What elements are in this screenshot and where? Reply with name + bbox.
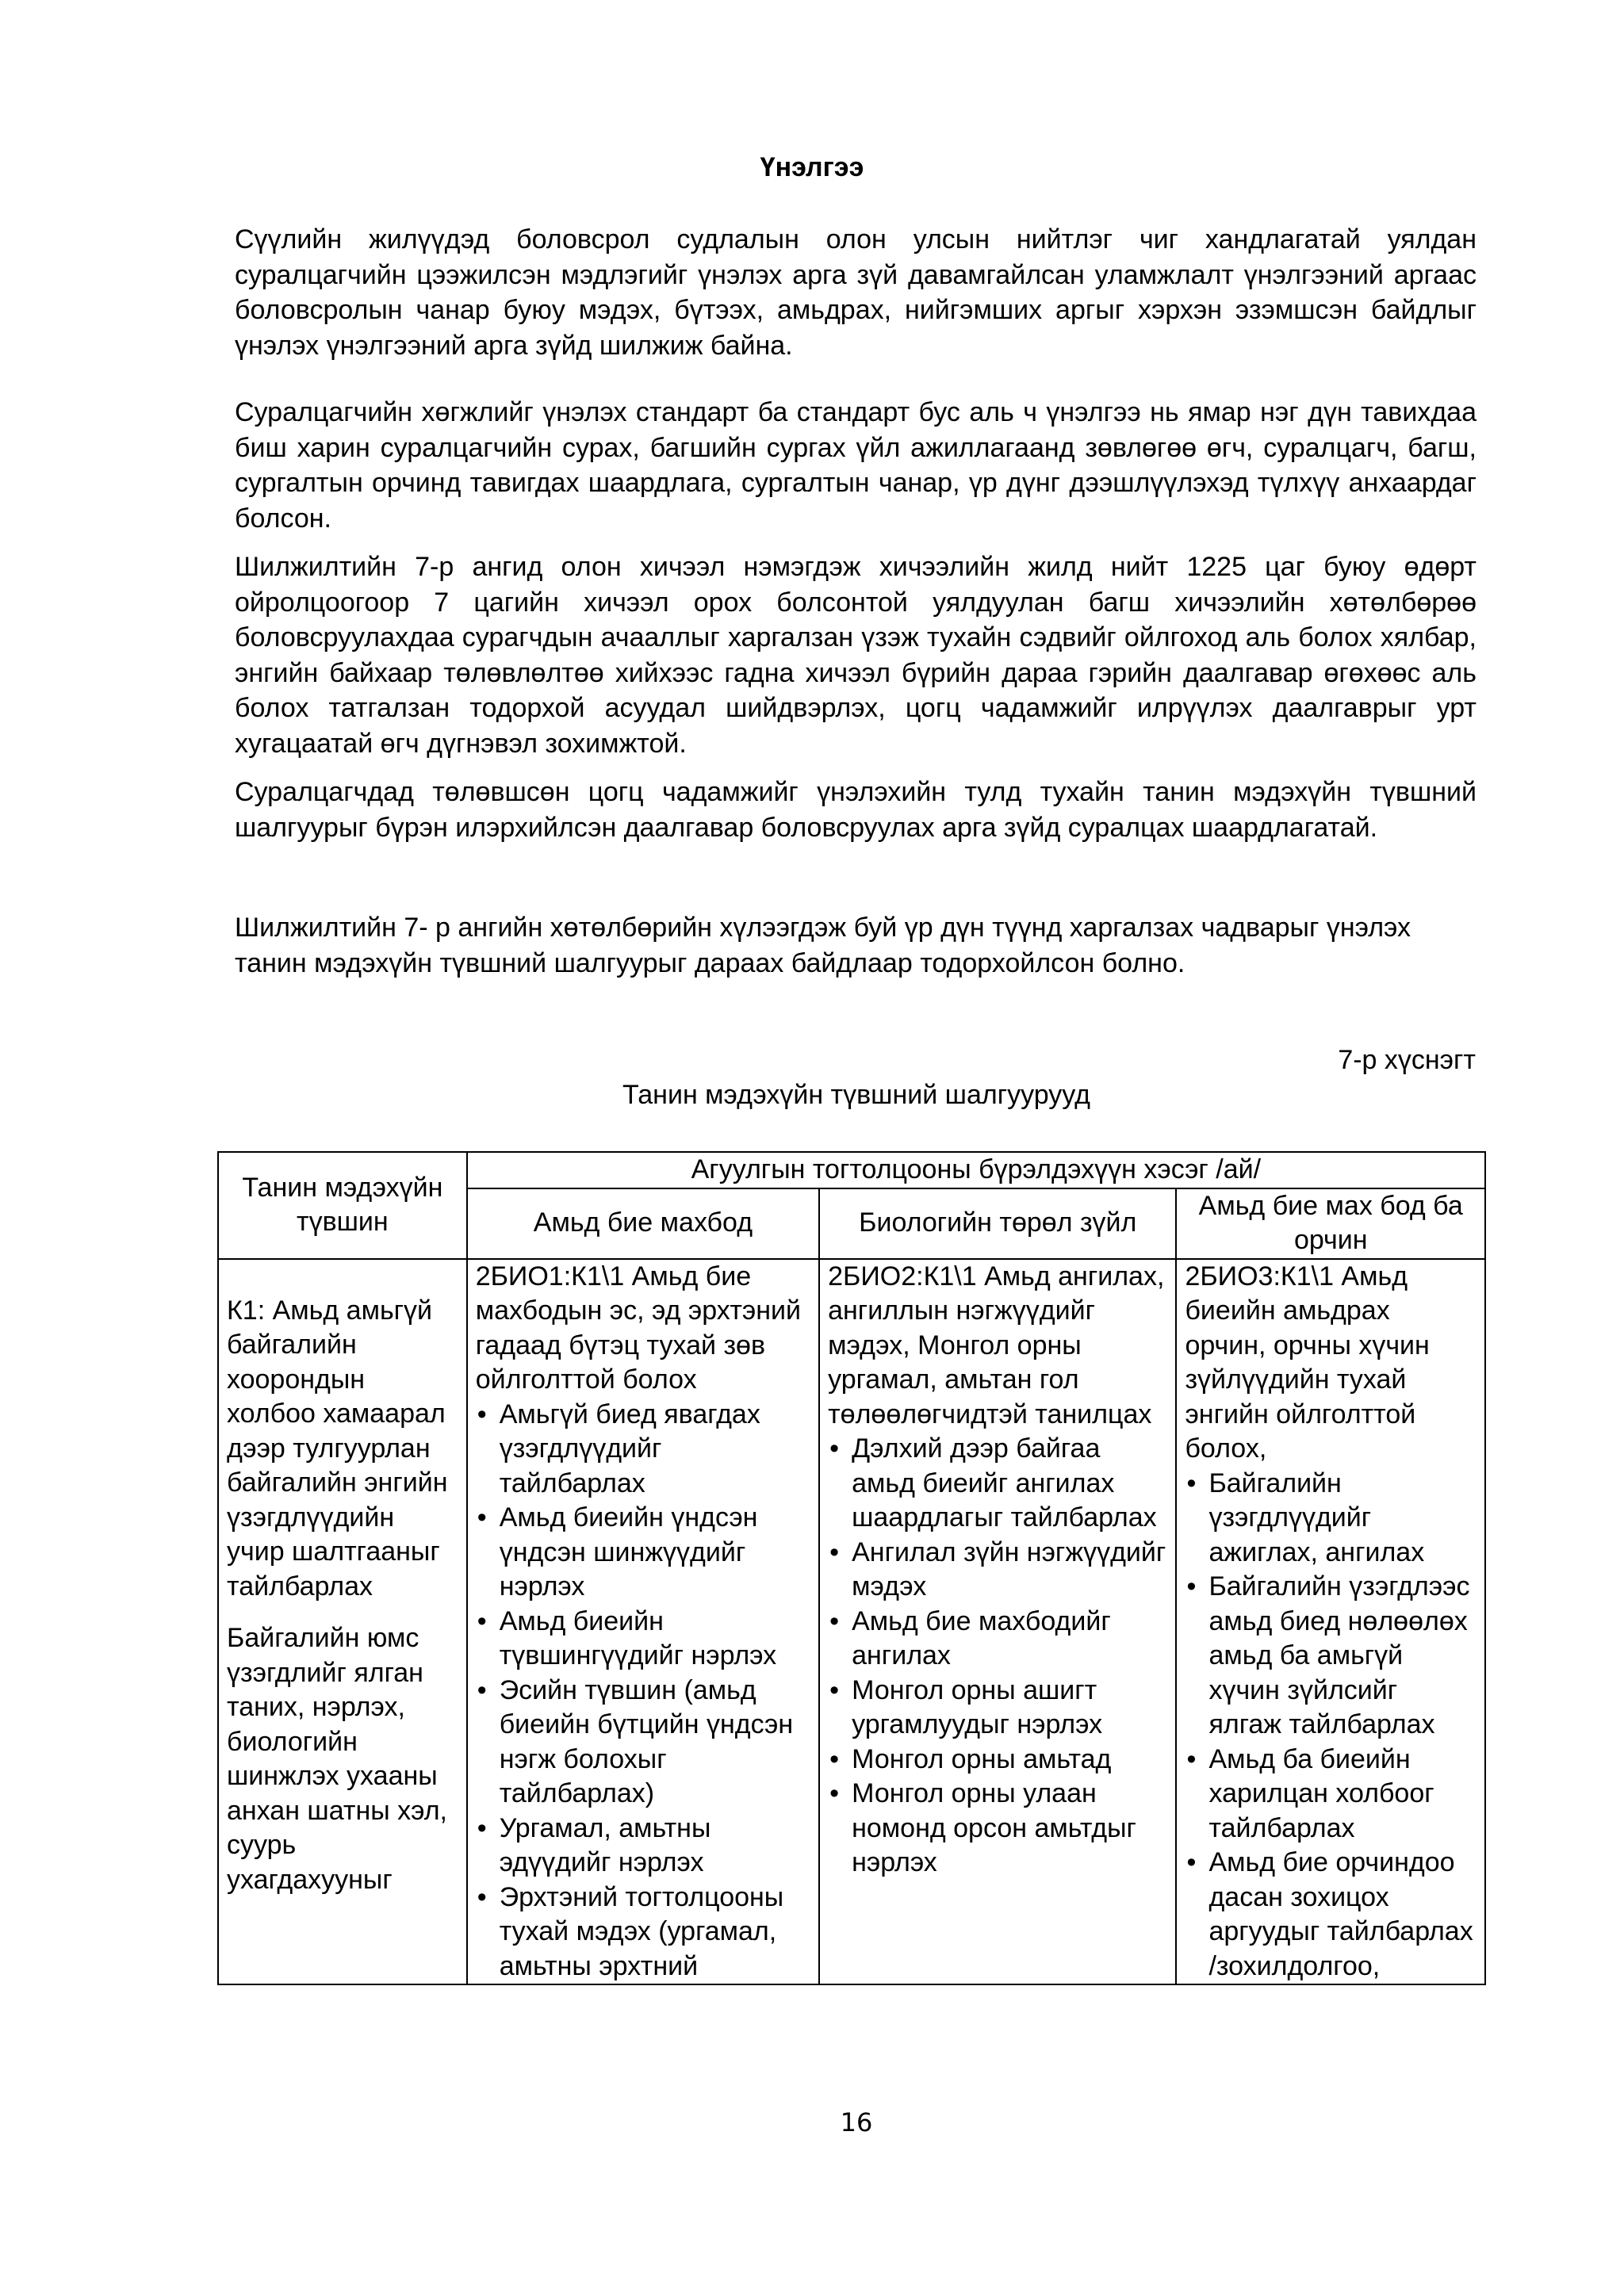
cell-2-list — [828, 1432, 1167, 1881]
paragraph-1: Сүүлийн жилүүдэд боловсрол судлалын олон улсын нийтлэг чиг хандлагатай уялдан суралцагчийн цээжилсэн мэдлэгийг үнэлэх арга зүй давамгайлсан уламжлалт үнэлгээний аргаас боловсролын чанар буюу мэдэх, бүтээх, амьдрах, нийгэмших аргыг хэрхэн эзэмшсэн байдлыг үнэлэх үнэлгээний арга зүйд шилжиж байна. — [235, 224, 1477, 361]
paragraph-5: Шилжилтийн 7- р ангийн хөтөлбөрийн хүлээгдэж буй үр дүн түүнд харгалзах чадварыг үнэлэх танин мэдэхүйн түвшний шалгуурыг дараах байдлаар тодорхойлсон болно. — [235, 913, 1411, 978]
table-caption: Танин мэдэхүйн түвшний шалгуурууд — [622, 1080, 1090, 1110]
cell-col-1 — [467, 1259, 819, 1985]
list-item: • Амьгүй биед явагдах үзэгдлүүдийг тайлбарлах — [500, 1398, 810, 1502]
group-header: Агуулгын тогтолцооны бүрэлдэхүүн хэсэг /ай/ — [467, 1152, 1485, 1188]
row-label-1: К1: Амьд амьгүй байгалийн хоорондын холбоо хамаарал дээр тулгуурлан байгалийн энгийн үзэгдлүүдийн учир шалтгааныг тайлбарлах — [227, 1295, 448, 1601]
table-row — [218, 1259, 1485, 1985]
paragraph-2: Суралцагчийн хөгжлийг үнэлэх стандарт ба стандарт бус аль ч үнэлгээ нь ямар нэг дүн тавихдаа биш харин суралцагчийн сурах, багшийн сургах үйл ажиллагаанд зөвлөгөө өгч, суралцагч, багш, сургалтын орчинд тавигдах шаардлага, сургалтын чанар, үр дүнг дээшлүүлэхэд түлхүү анхаардаг болсон. — [235, 397, 1477, 534]
list-item: • Байгалийн үзэгдлүүдийг ажиглах, ангилах — [1208, 1467, 1477, 1571]
list-item: • Ургамал, амьтны эдүүдийг нэрлэх — [500, 1812, 810, 1881]
page-title: Үнэлгээ — [760, 152, 864, 182]
corner-header: Танин мэдэхүйн түвшин — [218, 1152, 467, 1259]
cell-1-list — [476, 1398, 810, 1984]
col-header-2: Биологийн төрөл зүйл — [819, 1188, 1176, 1259]
list-item: • Дэлхий дээр байгаа амьд биеийг ангилах шаардлагыг тайлбарлах — [852, 1432, 1167, 1536]
list-item: • Эрхтэний тогтолцооны тухай мэдэх (ургамал, амьтны эрхтний — [500, 1881, 810, 1984]
row-label-2: Байгалийн юмс үзэгдлийг ялган таних, нэрлэх, биологийн шинжлэх ухааны анхан шатны хэл, суурь ухагдахууныг — [227, 1623, 447, 1895]
page-number: 16 — [840, 2107, 873, 2137]
list-item: • Монгол орны ашигт ургамлуудыг нэрлэх — [852, 1674, 1167, 1743]
paragraph-4: Суралцагчдад төлөвшсөн цогц чадамжийг үнэлэхийн тулд тухайн танин мэдэхүйн түвшний шалгуурыг бүрэн илэрхийлсэн даалгавар боловсруулах арга зүйд суралцах шаардлагатай. — [235, 777, 1477, 843]
list-item: • Эсийн түвшин (амьд биеийн бүтцийн үндсэн нэгж болохыг тайлбарлах) — [500, 1674, 810, 1812]
list-item: • Амьд ба биеийн харилцан холбоог тайлбарлах — [1208, 1743, 1477, 1846]
list-item: • Амьд бие орчиндоо дасан зохицох аргуудыг тайлбарлах /зохилдолгоо, — [1208, 1846, 1477, 1984]
list-item: • Байгалийн үзэгдлээс амьд биед нөлөөлөх амьд ба амьгүй хүчин зүйлсийг ялгаж тайлбарлах — [1208, 1570, 1477, 1743]
cell-col-2 — [819, 1259, 1176, 1985]
list-item: • Монгол орны амьтад — [852, 1743, 1167, 1777]
cell-3-intro: 2БИО3:К1\1 Амьд биеийн амьдрах орчин, орчны хүчин зүйлүүдийн тухай энгийн ойлголттой болох, — [1185, 1261, 1430, 1464]
list-item: • Монгол орны улаан номонд орсон амьтдыг нэрлэх — [852, 1777, 1167, 1881]
list-item: • Амьд бие махбодийг ангилах — [852, 1605, 1167, 1674]
criteria-table — [217, 1151, 1486, 1985]
col-header-1: Амьд бие махбод — [467, 1188, 819, 1259]
cell-2-intro: 2БИО2:К1\1 Амьд ангилах, ангиллын нэгжүүдийг мэдэх, Монгол орны ургамал, амьтан гол төлөөлөгчидтэй танилцах — [828, 1261, 1165, 1429]
cell-col-3 — [1176, 1259, 1485, 1985]
row-label-cell — [218, 1259, 467, 1985]
col-header-3: Амьд бие мах бод ба орчин — [1176, 1188, 1485, 1259]
table-header-row — [218, 1152, 1485, 1188]
list-item: • Амьд биеийн үндсэн үндсэн шинжүүдийг нэрлэх — [500, 1501, 810, 1605]
cell-1-intro: 2БИО1:К1\1 Амьд бие махбодын эс, эд эрхтэний гадаад бүтэц тухай зөв ойлголттой болох — [475, 1261, 802, 1395]
table-number: 7-р хүснэгт — [1338, 1045, 1476, 1075]
list-item: • Ангилал зүйн нэгжүүдийг мэдэх — [852, 1536, 1167, 1605]
cell-3-list — [1185, 1467, 1477, 1984]
paragraph-3: Шилжилтийн 7-р ангид олон хичээл нэмэгдэж хичээлийн жилд нийт 1225 цаг буюу өдөрт ойролцоогоор 7 цагийн хичээл орох болсонтой уялдуулан багш хичээлийн хөтөлбөрөө боловсруулахдаа сурагчдын ачааллыг харгалзан үзэж тухайн сэдвийг ойлгоход аль болох хялбар, энгийн байхаар төлөвлөлтөө хийхээс гадна хичээл бүрийн дараа гэрийн даалгавар өгөхөөс аль болох татгалзан тодорхой асуудал шийдвэрлэх, цогц чадамжийг илрүүлэх даалгаврыг урт хугацаатай өгч дүгнэвэл зохимжтой. — [235, 552, 1477, 759]
list-item: • Амьд биеийн түвшингүүдийг нэрлэх — [500, 1605, 810, 1674]
